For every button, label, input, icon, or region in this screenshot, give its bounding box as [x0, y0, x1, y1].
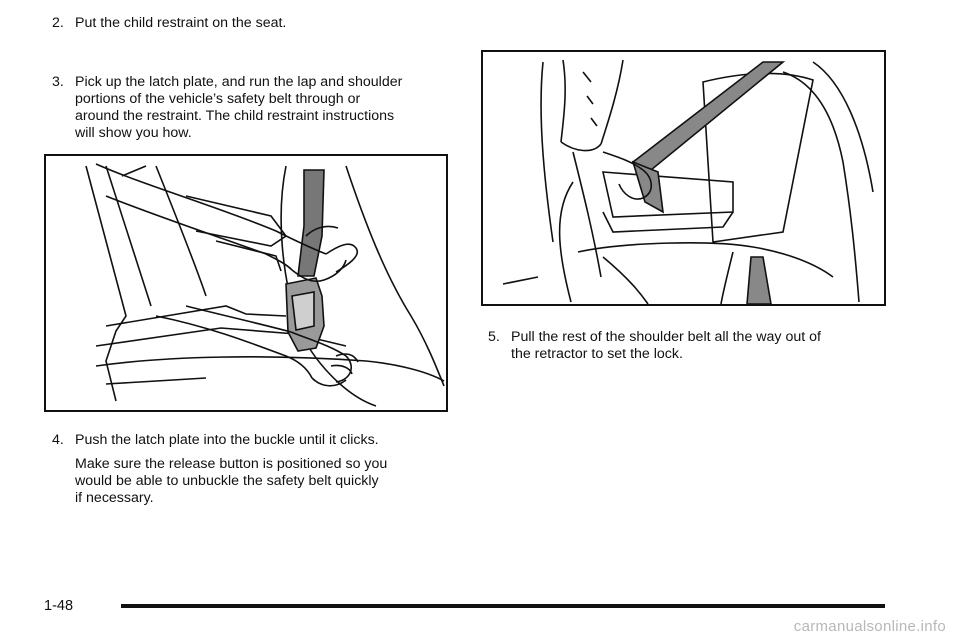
note-line: would be able to unbuckle the safety belt quickly [75, 473, 379, 489]
step-text: Put the child restraint on the seat. [75, 15, 287, 31]
step-number: 3. [52, 74, 64, 90]
step-text-line: Pick up the latch plate, and run the lap and shoulder [75, 74, 403, 90]
step-text: Push the latch plate into the buckle until it clicks. [75, 432, 379, 448]
step-2 [52, 15, 452, 33]
step-text-line: the retractor to set the lock. [511, 346, 683, 362]
note-line: Make sure the release button is positioned so you [75, 456, 388, 472]
footer-rule [121, 604, 885, 608]
illustration-buckle [44, 154, 448, 412]
step-number: 2. [52, 15, 64, 31]
buckle-drawing [46, 156, 446, 410]
step-number: 4. [52, 432, 64, 448]
step-4-note [75, 456, 465, 510]
step-text-line: portions of the vehicle’s safety belt through or [75, 91, 361, 107]
step-text-line: around the restraint. The child restraint instructions [75, 108, 395, 124]
step-number: 5. [488, 329, 500, 345]
page-number: 1-48 [44, 598, 74, 614]
step-5 [488, 329, 908, 365]
note-line: if necessary. [75, 490, 154, 506]
step-4 [52, 432, 462, 450]
watermark: carmanualsonline.info [793, 618, 946, 635]
step-3 [52, 74, 462, 146]
step-text-line: Pull the rest of the shoulder belt all the way out of [511, 329, 821, 345]
illustration-shoulder-belt [481, 50, 886, 306]
step-text-line: will show you how. [75, 125, 192, 141]
shoulder-belt-drawing [483, 52, 884, 304]
